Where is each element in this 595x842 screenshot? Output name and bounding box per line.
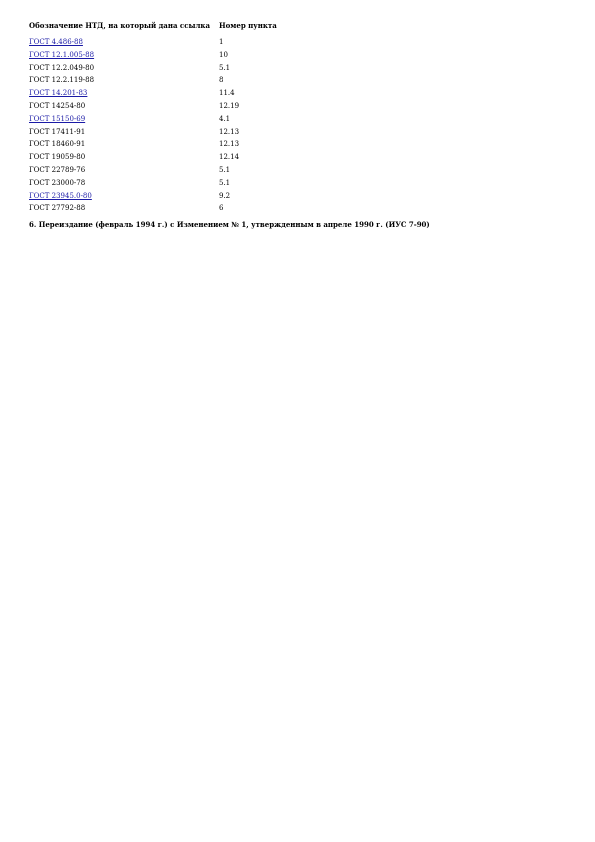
document-cell	[29, 49, 219, 62]
document-cell	[29, 177, 219, 190]
document-cell	[29, 151, 219, 164]
item-number-cell: 5.1	[219, 165, 231, 174]
document-text: ГОСТ 18460-91	[29, 140, 86, 149]
document-text: ГОСТ 22789-76	[29, 165, 86, 174]
table-row	[29, 177, 299, 190]
table-row	[29, 74, 299, 87]
document-cell	[29, 202, 219, 215]
referenced-documents-table	[29, 20, 299, 215]
document-cell	[29, 87, 219, 100]
reissue-note: 6. Переиздание (февраль 1994 г.) с Изменением № 1, утвержденным в апреле 1990 г. (ИУС 7-90)	[29, 220, 430, 229]
item-number-cell: 4.1	[219, 114, 231, 123]
table-row	[29, 36, 299, 49]
item-number-cell: 8	[219, 76, 224, 85]
document-cell	[29, 126, 219, 139]
document-cell	[29, 74, 219, 87]
table-row	[29, 49, 299, 62]
item-number-cell: 6	[219, 204, 224, 213]
document-text: ГОСТ 12.2.119-88	[29, 76, 95, 85]
table-row	[29, 87, 299, 100]
table-row	[29, 202, 299, 215]
document-cell	[29, 113, 219, 126]
document-text: ГОСТ 19059-80	[29, 153, 86, 162]
document-cell	[29, 100, 219, 113]
document-cell	[29, 36, 219, 49]
item-number-cell: 11.4	[219, 89, 235, 98]
item-number-cell: 12.13	[219, 127, 240, 136]
document-link[interactable]: ГОСТ 23945.0-80	[29, 191, 92, 200]
document-link[interactable]: ГОСТ 14.201-83	[29, 89, 88, 98]
document-text: ГОСТ 12.2.049-80	[29, 63, 95, 72]
table-row	[29, 138, 299, 151]
header-item-number: Номер пункта	[219, 21, 277, 30]
table-row	[29, 190, 299, 203]
document-text: ГОСТ 17411-91	[29, 127, 86, 136]
item-number-cell: 12.19	[219, 101, 240, 110]
document-cell	[29, 138, 219, 151]
table-row	[29, 113, 299, 126]
table-body	[29, 36, 299, 215]
table-row	[29, 126, 299, 139]
header-document-designation: Обозначение НТД, на который дана ссылка	[29, 21, 210, 30]
item-number-cell: 12.14	[219, 153, 240, 162]
document-text: ГОСТ 23000-78	[29, 178, 86, 187]
document-link[interactable]: ГОСТ 15150-69	[29, 114, 86, 123]
table-row	[29, 100, 299, 113]
document-link[interactable]: ГОСТ 4.486-88	[29, 38, 83, 46]
table-row	[29, 62, 299, 75]
document-text: ГОСТ 14254-80	[29, 101, 86, 110]
document-link[interactable]: ГОСТ 12.1.005-88	[29, 50, 95, 59]
document-cell	[29, 62, 219, 75]
item-number-cell: 1	[219, 38, 224, 46]
document-cell	[29, 164, 219, 177]
document-text: ГОСТ 27792-88	[29, 204, 86, 213]
item-number-cell: 12.13	[219, 140, 240, 149]
table-row	[29, 151, 299, 164]
item-number-cell: 5.1	[219, 63, 231, 72]
item-number-cell: 10	[219, 50, 228, 59]
document-cell	[29, 190, 219, 203]
item-number-cell: 9.2	[219, 191, 231, 200]
table-header-row	[29, 20, 299, 36]
item-number-cell: 5.1	[219, 178, 231, 187]
table-row	[29, 164, 299, 177]
